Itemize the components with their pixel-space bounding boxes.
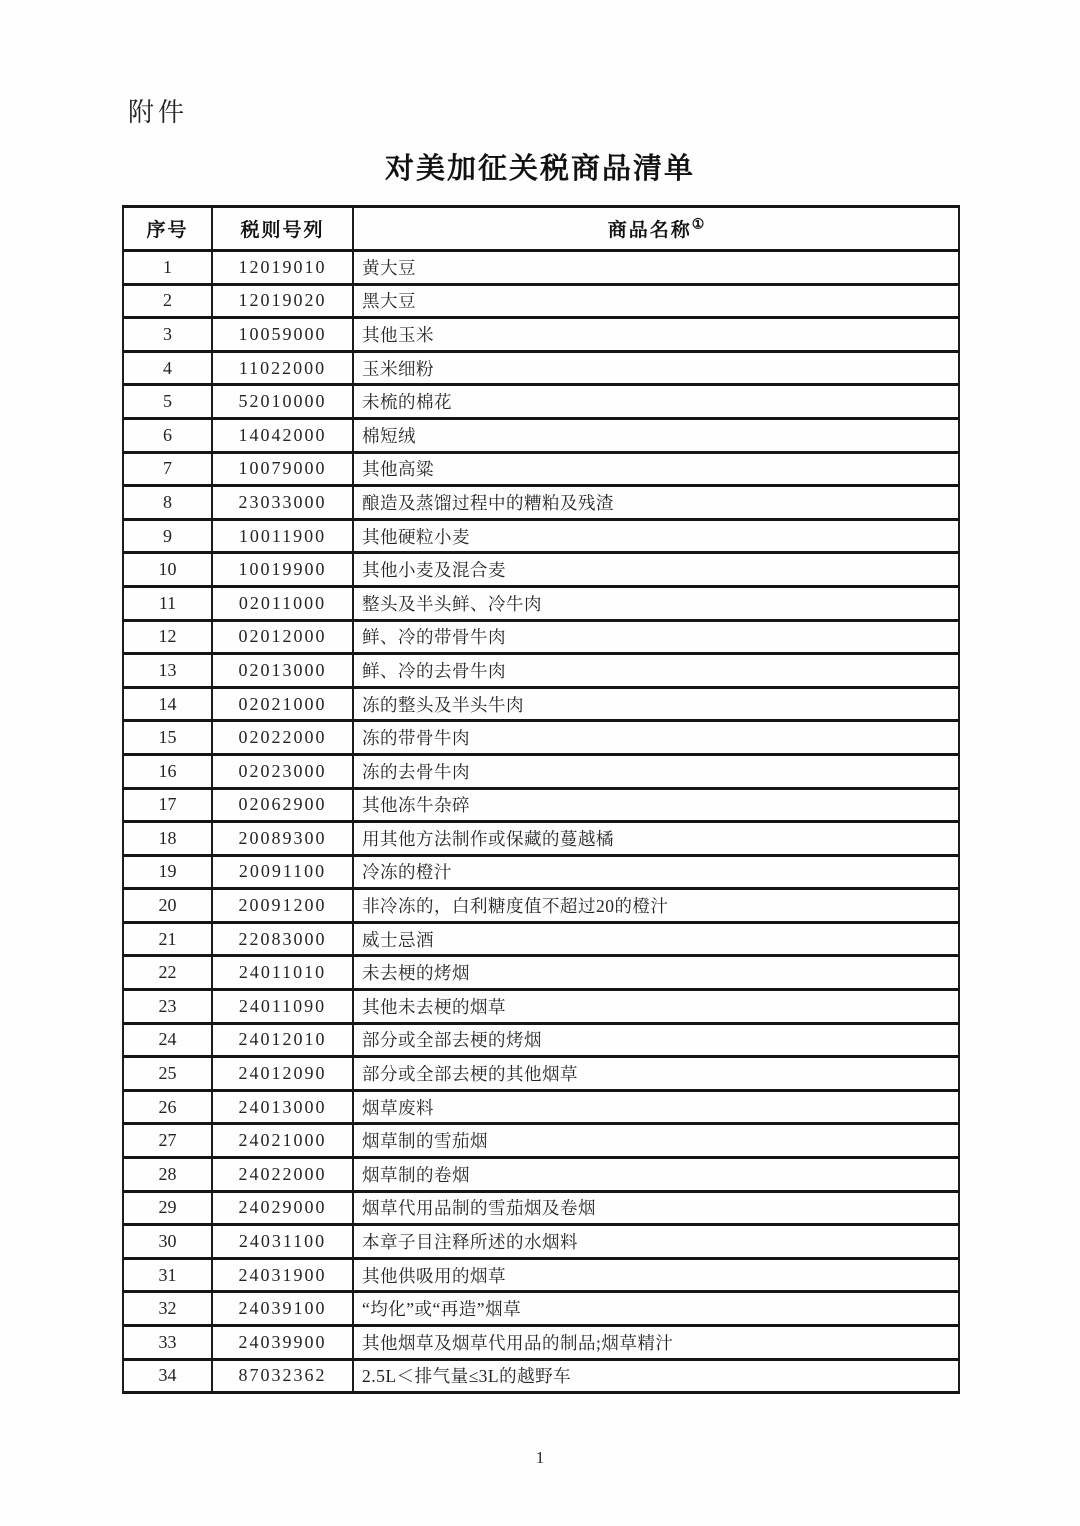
table-row: [123, 1090, 959, 1124]
column-header-code: 税则号列: [212, 207, 353, 251]
table-row: [123, 385, 959, 419]
product-name-cell: 其他烟草及烟草代用品的制品;烟草精汁: [353, 1326, 959, 1360]
page-title: 对美加征关税商品清单: [384, 153, 695, 185]
row-number-cell: 3: [123, 318, 212, 352]
table-row: [123, 418, 959, 452]
row-number-cell: 20: [123, 889, 212, 923]
row-number-cell: 32: [123, 1292, 212, 1326]
product-name-cell: 非冷冻的，白利糖度值不超过20的橙汁: [353, 889, 959, 923]
product-name-cell: 其他硬粒小麦: [353, 519, 959, 553]
product-name-cell: 整头及半头鲜、冷牛肉: [353, 586, 959, 620]
tariff-code-cell: 12019010: [212, 251, 353, 285]
product-name-cell: 冻的整头及半头牛肉: [353, 687, 959, 721]
table-row: [123, 1359, 959, 1393]
product-name-cell: 棉短绒: [353, 418, 959, 452]
tariff-code-cell: 24012010: [212, 1023, 353, 1057]
product-name-cell: 威士忌酒: [353, 922, 959, 956]
table-row: [123, 251, 959, 285]
row-number-cell: 31: [123, 1258, 212, 1292]
row-number-cell: 9: [123, 519, 212, 553]
tariff-code-cell: 24029000: [212, 1191, 353, 1225]
table-row: [123, 1057, 959, 1091]
product-name-cell: 烟草制的卷烟: [353, 1158, 959, 1192]
tariff-code-cell: 24039900: [212, 1326, 353, 1360]
tariff-code-cell: 20091200: [212, 889, 353, 923]
product-name-cell: 其他小麦及混合麦: [353, 553, 959, 587]
table-row: [123, 1023, 959, 1057]
product-name-cell: 部分或全部去梗的其他烟草: [353, 1057, 959, 1091]
table-row: [123, 721, 959, 755]
table-header: [123, 207, 959, 251]
tariff-code-cell: 22083000: [212, 922, 353, 956]
tariff-code-cell: 14042000: [212, 418, 353, 452]
table-row: [123, 318, 959, 352]
table-row: [123, 822, 959, 856]
row-number-cell: 18: [123, 822, 212, 856]
product-name-cell: 其他玉米: [353, 318, 959, 352]
table-row: [123, 990, 959, 1024]
row-number-cell: 26: [123, 1090, 212, 1124]
table-row: [123, 889, 959, 923]
table-row: [123, 284, 959, 318]
tariff-code-cell: 24011090: [212, 990, 353, 1024]
table-row: [123, 788, 959, 822]
row-number-cell: 5: [123, 385, 212, 419]
tariff-code-cell: 20089300: [212, 822, 353, 856]
row-number-cell: 30: [123, 1225, 212, 1259]
table-row: [123, 654, 959, 688]
column-header-name: [353, 207, 959, 251]
tariff-code-cell: 02023000: [212, 754, 353, 788]
tariff-code-cell: 10079000: [212, 452, 353, 486]
table-row: [123, 553, 959, 587]
page-number: 1: [535, 1448, 545, 1467]
table-row: [123, 351, 959, 385]
product-name-cell: 部分或全部去梗的烤烟: [353, 1023, 959, 1057]
product-name-cell: 冷冻的橙汁: [353, 855, 959, 889]
product-name-cell: 其他供吸用的烟草: [353, 1258, 959, 1292]
row-number-cell: 33: [123, 1326, 212, 1360]
product-name-cell: 冻的带骨牛肉: [353, 721, 959, 755]
product-name-cell: 未去梗的烤烟: [353, 956, 959, 990]
table-row: [123, 519, 959, 553]
tariff-code-cell: 24031100: [212, 1225, 353, 1259]
product-name-cell: 鲜、冷的带骨牛肉: [353, 620, 959, 654]
footnote-marker: ①: [691, 217, 705, 233]
tariff-code-cell: 23033000: [212, 486, 353, 520]
tariff-code-cell: 10011900: [212, 519, 353, 553]
table-row: [123, 1326, 959, 1360]
tariff-code-cell: 10059000: [212, 318, 353, 352]
row-number-cell: 4: [123, 351, 212, 385]
row-number-cell: 16: [123, 754, 212, 788]
tariff-code-cell: 11022000: [212, 351, 353, 385]
tariff-code-cell: 87032362: [212, 1359, 353, 1393]
row-number-cell: 15: [123, 721, 212, 755]
row-number-cell: 14: [123, 687, 212, 721]
tariff-code-cell: 02062900: [212, 788, 353, 822]
table-row: [123, 620, 959, 654]
product-name-cell: 本章子目注释所述的水烟料: [353, 1225, 959, 1259]
tariff-code-cell: 02012000: [212, 620, 353, 654]
product-name-cell: 黑大豆: [353, 284, 959, 318]
table-row: [123, 586, 959, 620]
product-name-cell: 烟草代用品制的雪茄烟及卷烟: [353, 1191, 959, 1225]
row-number-cell: 23: [123, 990, 212, 1024]
table-row: [123, 1158, 959, 1192]
tariff-code-cell: 24011010: [212, 956, 353, 990]
product-name-cell: 玉米细粉: [353, 351, 959, 385]
attachment-label: 附件: [128, 98, 189, 127]
row-number-cell: 29: [123, 1191, 212, 1225]
product-name-cell: 用其他方法制作或保藏的蔓越橘: [353, 822, 959, 856]
tariff-code-cell: 24021000: [212, 1124, 353, 1158]
column-header-name-text: 商品名称: [607, 220, 692, 241]
table-body: [123, 251, 959, 1393]
tariff-code-cell: 24031900: [212, 1258, 353, 1292]
row-number-cell: 7: [123, 452, 212, 486]
column-header-no: 序号: [123, 207, 212, 251]
row-number-cell: 6: [123, 418, 212, 452]
table-row: [123, 1225, 959, 1259]
product-name-cell: 酿造及蒸馏过程中的糟粕及残渣: [353, 486, 959, 520]
product-name-cell: 2.5L＜排气量≤3L的越野车: [353, 1359, 959, 1393]
row-number-cell: 13: [123, 654, 212, 688]
row-number-cell: 34: [123, 1359, 212, 1393]
row-number-cell: 12: [123, 620, 212, 654]
row-number-cell: 1: [123, 251, 212, 285]
tariff-code-cell: 24022000: [212, 1158, 353, 1192]
table-row: [123, 1258, 959, 1292]
table-row: [123, 1124, 959, 1158]
row-number-cell: 21: [123, 922, 212, 956]
tariff-code-cell: 02022000: [212, 721, 353, 755]
row-number-cell: 22: [123, 956, 212, 990]
product-name-cell: 未梳的棉花: [353, 385, 959, 419]
row-number-cell: 11: [123, 586, 212, 620]
row-number-cell: 17: [123, 788, 212, 822]
product-name-cell: 烟草废料: [353, 1090, 959, 1124]
table-header-row: [123, 207, 959, 251]
tariff-code-cell: 10019900: [212, 553, 353, 587]
tariff-code-cell: 24012090: [212, 1057, 353, 1091]
tariff-code-cell: 02011000: [212, 586, 353, 620]
row-number-cell: 10: [123, 553, 212, 587]
table-row: [123, 486, 959, 520]
row-number-cell: 8: [123, 486, 212, 520]
tariff-code-cell: 02021000: [212, 687, 353, 721]
table-row: [123, 956, 959, 990]
tariff-code-cell: 12019020: [212, 284, 353, 318]
table-row: [123, 754, 959, 788]
tariff-code-cell: 02013000: [212, 654, 353, 688]
product-name-cell: 冻的去骨牛肉: [353, 754, 959, 788]
table-row: [123, 452, 959, 486]
product-name-cell: “均化”或“再造”烟草: [353, 1292, 959, 1326]
product-name-cell: 鲜、冷的去骨牛肉: [353, 654, 959, 688]
row-number-cell: 28: [123, 1158, 212, 1192]
row-number-cell: 25: [123, 1057, 212, 1091]
tariff-code-cell: 20091100: [212, 855, 353, 889]
product-name-cell: 黄大豆: [353, 251, 959, 285]
tariff-code-cell: 24013000: [212, 1090, 353, 1124]
tariff-code-cell: 24039100: [212, 1292, 353, 1326]
tariff-code-cell: 52010000: [212, 385, 353, 419]
row-number-cell: 24: [123, 1023, 212, 1057]
product-name-cell: 其他高粱: [353, 452, 959, 486]
product-name-cell: 其他未去梗的烟草: [353, 990, 959, 1024]
table-row: [123, 1191, 959, 1225]
table-row: [123, 687, 959, 721]
table-row: [123, 1292, 959, 1326]
product-name-cell: 烟草制的雪茄烟: [353, 1124, 959, 1158]
tariff-table: [122, 205, 960, 1394]
table-row: [123, 922, 959, 956]
product-name-cell: 其他冻牛杂碎: [353, 788, 959, 822]
row-number-cell: 27: [123, 1124, 212, 1158]
row-number-cell: 19: [123, 855, 212, 889]
table-row: [123, 855, 959, 889]
row-number-cell: 2: [123, 284, 212, 318]
